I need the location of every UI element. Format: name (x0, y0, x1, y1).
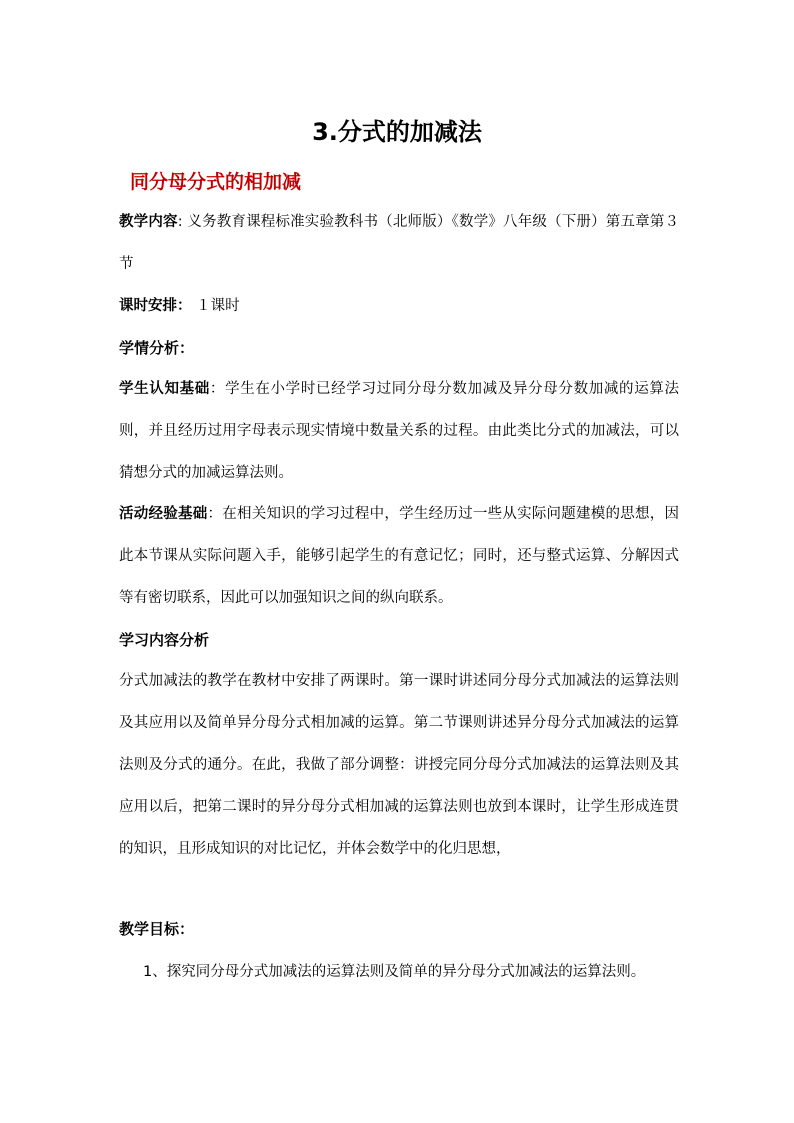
analysis-heading: 学情分析： (119, 339, 195, 357)
activity-basis-label: 活动经验基础 (119, 506, 208, 522)
section-subtitle: 同分母分式的相加减 (130, 171, 302, 193)
activity-basis-paragraph (119, 493, 679, 619)
schedule-line (119, 291, 240, 321)
teaching-content-text: : 义务教育课程标准实验教科书（北师版）《数学》八年级（下册）第五章第３节 (119, 214, 679, 272)
schedule-label: 课时安排： (119, 298, 192, 314)
cognitive-basis-label: 学生认知基础 (119, 381, 210, 397)
cognitive-basis-paragraph (119, 368, 679, 494)
activity-basis-text: ：在相关知识的学习过程中，学生经历过一些从实际问题建模的思想，因此本节课从实际问题入手，能够引起学生的有意记忆；同时，还与整式运算、分解因式等有密切联系，因此可以加强知识之间的纵向联系。 (119, 506, 680, 606)
teaching-content-label: 教学内容 (119, 214, 178, 230)
content-analysis-heading: 学习内容分析 (119, 631, 210, 649)
cognitive-basis-text: ：学生在小学时已经学习过同分母分数加减及异分母分数加减的运算法则，并且经历过用字母表示现实情境中数量关系的过程。由此类比分式的加减法，可以猜想分式的加减运算法则。 (119, 381, 680, 481)
objectives-heading: 教学目标： (119, 920, 195, 938)
content-analysis-paragraph: 分式加减法的教学在教材中安排了两课时。第一课时讲述同分母分式加减法的运算法则及其应用以及简单异分母分式相加减的运算。第二节课则讲述异分母分式加减法的运算法则及分式的通分。在此，我做了部分调整：讲授完同分母分式加减法的运算法则及其应用以后，把第二课时的异分母分式相加减的运算法则也放到本课时，让学生形成连贯的知识，且形成知识的对比记忆，并体会数学中的化归思想， (119, 673, 679, 857)
schedule-text: １课时 (196, 298, 240, 314)
teaching-content-paragraph (119, 201, 679, 285)
page-title: 3.分式的加减法 (312, 118, 482, 146)
objective-item-1: 1、探究同分母分式加减法的运算法则及简单的异分母分式加减法的运算法则。 (143, 964, 646, 980)
